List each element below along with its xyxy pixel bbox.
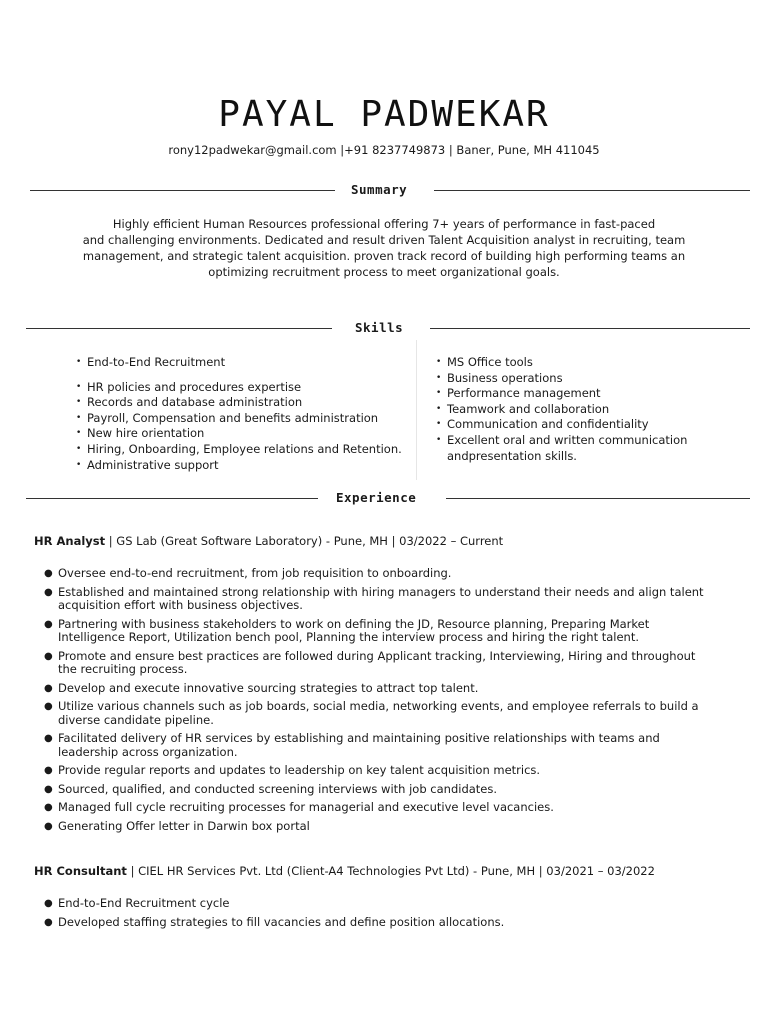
job-bullet: ● Provide regular reports and updates to leadership on key talent acquisition metrics. [44, 763, 541, 777]
skill-item: • Business operations [436, 370, 563, 385]
summary-line: Highly efficient Human Resources professional offering 7+ years of performance in fast-paced [112, 217, 656, 231]
job-header [34, 534, 503, 548]
job-bullet: ● Promote and ensure best practices are followed during Applicant tracking, Interviewing, Hiring and throughout the recruiting process. [44, 648, 696, 676]
skill-item: • HR policies and procedures expertise [76, 379, 302, 394]
job-bullets [44, 897, 704, 934]
skills-left-list [73, 355, 413, 473]
skills-right-list [433, 355, 733, 464]
skill-item: • Administrative support [76, 457, 219, 472]
summary-heading [0, 182, 768, 198]
job-bullet: ● Established and maintained strong relationship with hiring managers to understand their needs and align talent acquisition effort with business objectives. [44, 584, 704, 612]
column-divider [416, 340, 417, 480]
summary-line: optimizing recruitment process to meet organizational goals. [208, 265, 560, 279]
skill-item: • New hire orientation [76, 426, 205, 441]
summary-line: management, and strategic talent acquisition. proven track record of building high performing teams an [82, 249, 686, 263]
experience-heading [0, 490, 768, 506]
job-details: | GS Lab (Great Software Laboratory) - Pune, MH | 03/2022 – Current [108, 534, 504, 548]
job-bullet: ● Managed full cycle recruiting processes for managerial and executive level vacancies. [44, 800, 554, 814]
candidate-name: PAYAL PADWEKAR [218, 94, 550, 135]
divider [446, 498, 750, 499]
job-bullet: ● Partnering with business stakeholders to work on defining the JD, Resource planning, Preparing Market Intelligence Report, Utilization bench pool, Planning the interview process and hiring the right talent. [44, 616, 650, 644]
contact-info: rony12padwekar@gmail.com |+91 8237749873 | Baner, Pune, MH 411045 [168, 143, 600, 157]
section-title: Experience [336, 490, 417, 505]
section-title: Skills [355, 320, 404, 335]
skill-item: • End-to-End Recruitment [76, 355, 226, 369]
job-bullet: ● End-to-End Recruitment cycle [44, 896, 230, 910]
job-bullet: ● Utilize various channels such as job boards, social media, networking events, and employee referrals to build a diverse candidate pipeline. [44, 699, 699, 727]
skill-item: • Teamwork and collaboration [436, 401, 610, 416]
skill-item: • Excellent oral and written communication andpresentation skills. [436, 432, 688, 463]
divider [26, 498, 318, 499]
summary-text [80, 216, 688, 280]
skill-item: • MS Office tools [436, 355, 533, 369]
divider [30, 190, 335, 191]
job-header [34, 864, 655, 878]
skill-item-continuation: andpresentation skills. [447, 448, 577, 463]
skills-heading [0, 320, 768, 336]
section-title: Summary [351, 182, 408, 197]
job-role: HR Consultant [34, 864, 127, 878]
job-details: | CIEL HR Services Pvt. Ltd (Client-A4 Technologies Pvt Ltd) - Pune, MH | 03/2021 – 03/2022 [130, 864, 655, 878]
job-bullet: ● Oversee end-to-end recruitment, from job requisition to onboarding. [44, 566, 452, 580]
job-bullet: ● Facilitated delivery of HR services by establishing and maintaining positive relationships with teams and leadership across organization. [44, 731, 660, 759]
job-bullet: ● Develop and execute innovative sourcing strategies to attract top talent. [44, 680, 479, 695]
skill-item: • Payroll, Compensation and benefits administration [76, 410, 379, 425]
skill-item: • Communication and confidentiality [436, 417, 649, 432]
skill-item: • Records and database administration [76, 395, 303, 410]
job-bullets [44, 567, 704, 838]
job-bullet: ● Generating Offer letter in Darwin box portal [44, 818, 310, 833]
divider [434, 190, 750, 191]
summary-line: and challenging environments. Dedicated and result driven Talent Acquisition analyst in recruiting, team [82, 233, 686, 247]
job-bullet: ● Sourced, qualified, and conducted screening interviews with job candidates. [44, 781, 498, 796]
skill-item: • Performance management [436, 386, 601, 401]
divider [26, 328, 332, 329]
job-role: HR Analyst [34, 534, 106, 548]
divider [430, 328, 750, 329]
job-bullet: ● Developed staffing strategies to fill vacancies and define position allocations. [44, 914, 505, 929]
skill-item: • Hiring, Onboarding, Employee relations and Retention. [76, 441, 402, 456]
